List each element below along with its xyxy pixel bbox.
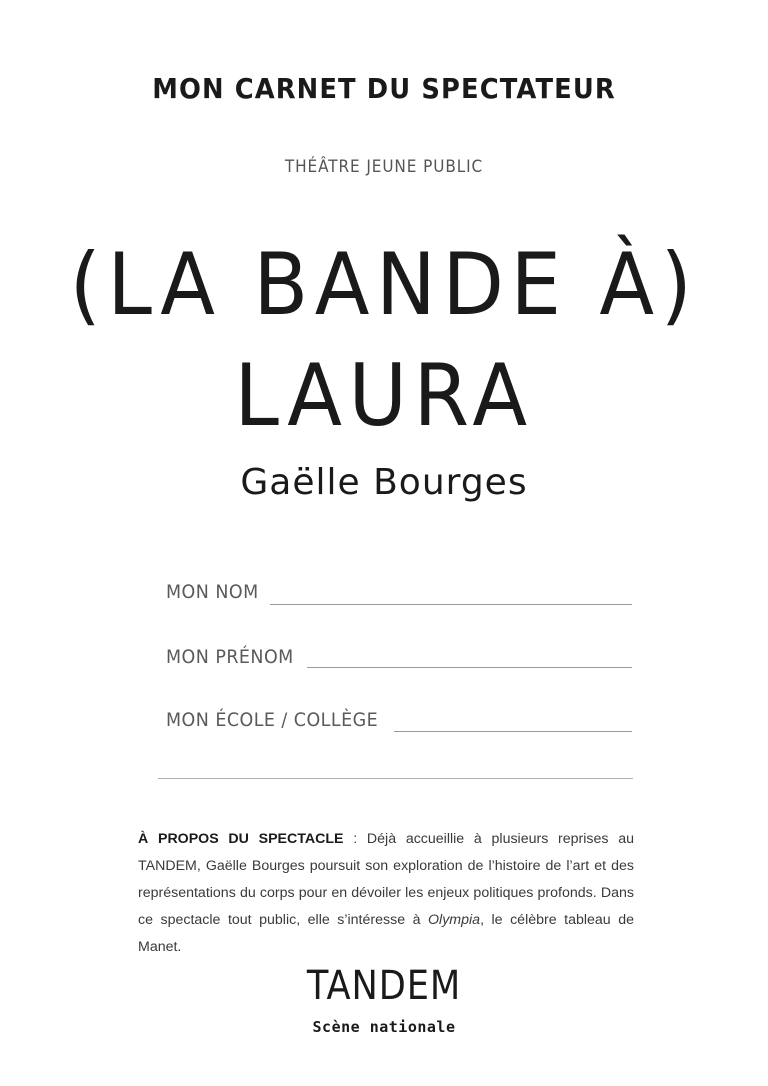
about-text-after: , le célèbre tableau de Manet. [138,912,634,955]
show-genre: THÉÂTRE JEUNE PUBLIC [284,157,484,177]
show-title-line-1: (LA BANDE À) [69,235,699,335]
page-header: MON CARNET DU SPECTATEUR [152,72,616,105]
about-paragraph [138,826,634,961]
name-field-label: MON NOM [166,581,259,603]
section-divider [158,778,633,779]
school-field-line[interactable] [394,731,632,732]
name-field-line[interactable] [270,604,632,605]
show-author: Gaëlle Bourges [240,462,528,503]
show-title-line-2: LAURA [234,346,534,446]
about-heading: À PROPOS DU SPECTACLE [138,831,344,847]
firstname-field-line[interactable] [307,667,632,668]
tandem-logo: TANDEM [306,963,462,1009]
about-text-before: Déjà accueillie à plusieurs reprises au TANDEM, Gaëlle Bourges poursuit son exploration de l’histoire de l’art et des représentations du corps pour en dévoiler les enjeux politiques profonds. Dans ce spectacle tout public, elle s’intéresse à [138,831,634,928]
about-separator: : [343,831,367,847]
school-field-label: MON ÉCOLE / COLLÈGE [166,709,379,731]
firstname-field-label: MON PRÉNOM [166,646,294,668]
about-artwork-title: Olympia [428,912,481,928]
tandem-logo-subtitle: Scène nationale [312,1018,456,1036]
